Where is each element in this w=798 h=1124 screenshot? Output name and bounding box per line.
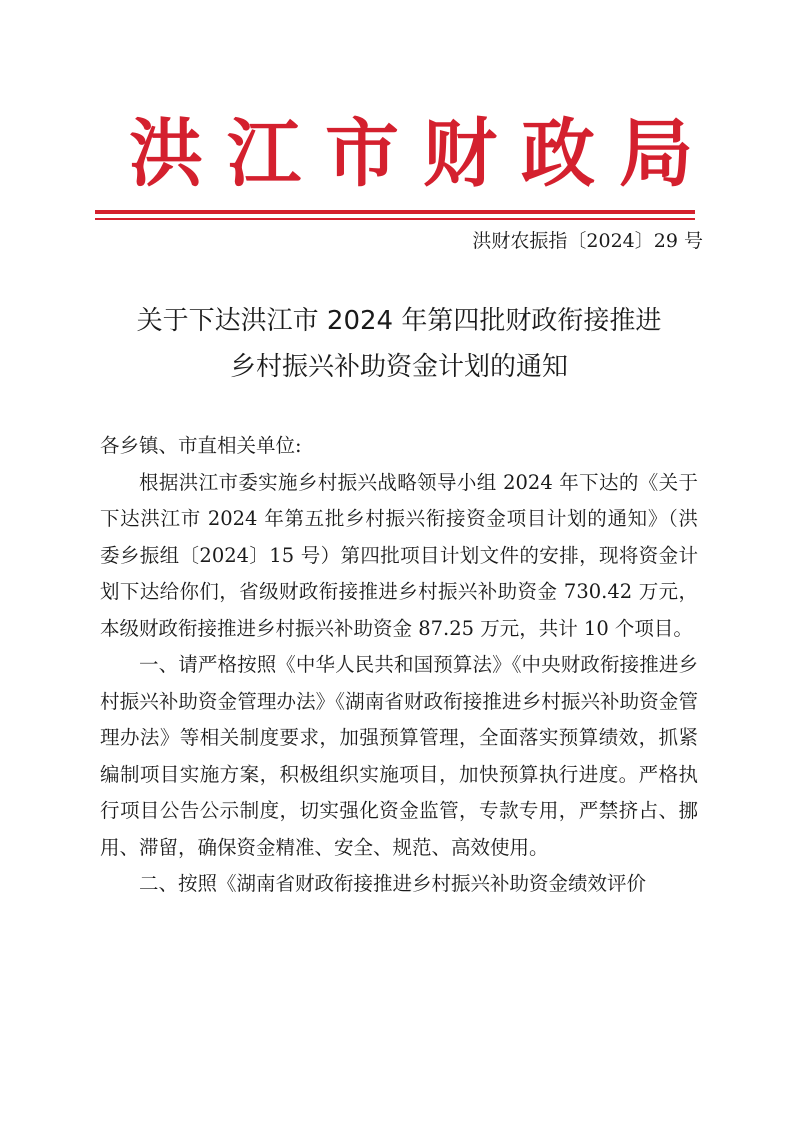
title-line-2: 乡村振兴补助资金计划的通知 [229,352,568,382]
salutation: 各乡镇、市直相关单位: [100,434,302,457]
masthead-rule-thin [95,218,695,220]
document-body [100,428,698,903]
masthead-rule-thick [95,210,695,214]
organization-masthead: 洪江市财政局 [129,111,717,197]
paragraph-basis: 根据洪江市委实施乡村振兴战略领导小组 2024 年下达的《关于下达洪江市 2024 年第五批乡村振兴衔接资金项目计划的通知》（洪委乡振组〔2024〕15 号）第四批项目计划文件的安排，现将资金计划下达给你们，省级财政衔接推进乡村振兴补助资金 730.42 万元，本级财政衔接推进乡村振兴补助资金 87.25 万元，共计 10 个项目。 [100,470,698,640]
document-title [60,298,738,390]
document-number: 洪财农振指〔2024〕29 号 [472,230,703,252]
title-line-1: 关于下达洪江市 2024 年第四批财政衔接推进 [136,306,662,336]
paragraph-item-2: 二、按照《湖南省财政衔接推进乡村振兴补助资金绩效评价 [139,872,647,895]
paragraph-item-1: 一、请严格按照《中华人民共和国预算法》《中央财政衔接推进乡村振兴补助资金管理办法》《湖南省财政衔接推进乡村振兴补助资金管理办法》等相关制度要求，加强预算管理，全面落实预算绩效，抓紧编制项目实施方案，积极组织实施项目，加快预算执行进度。严格执行项目公告公示制度，切实强化资金监管，专款专用，严禁挤占、挪用、滞留，确保资金精准、安全、规范、高效使用。 [100,653,698,859]
